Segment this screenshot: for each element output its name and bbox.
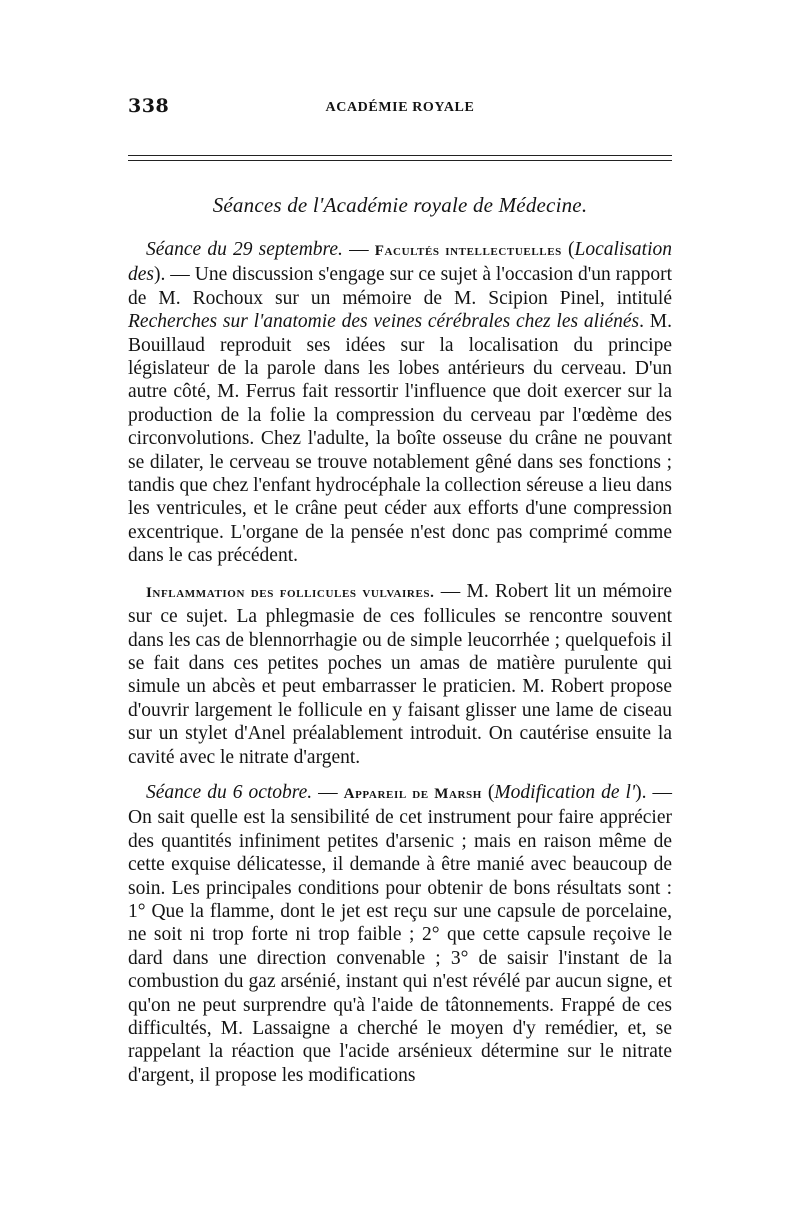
dash: — xyxy=(434,580,467,602)
rubric-heading: Inflammation des follicules vulvaires. xyxy=(146,584,435,601)
work-title: Recherches sur l'anatomie des veines cérébrales chez les aliénés xyxy=(128,311,640,333)
paragraph-seance-29-septembre xyxy=(128,238,672,568)
rule-line-top xyxy=(128,155,672,156)
paragraph-text: . M. Bouillaud reproduit ses idées sur la localisation du principe législateur de la parole dans les lobes antérieurs du cerveau. D'un autre côté, M. Ferrus fait ressortir l'influence que doit exercer sur la production de la folie la compression du cerveau par l'œdème des circonvolutions. Chez l'adulte, la boîte osseuse du crâne ne pouvant se dilater, le cerveau se trouve notablement gêné dans ses fonctions ; tandis que chez l'enfant hydrocéphale la collection séreuse a lieu dans les ventricules, et le crâne peut céder aux efforts d'une compression excentrique. L'organe de la pensée n'est donc pas comprimé comme dans le cas précédent. xyxy=(128,311,673,567)
seance-date: Séance du 6 octobre. xyxy=(146,781,313,803)
paren-close: ). — xyxy=(154,264,195,286)
page-number: 338 xyxy=(128,95,170,117)
paragraph-text: On sait quelle est la sensibilité de cet instrument pour faire apprécier des quantités infiniment petites d'arsenic ; mais en raison même de cette exquise délicatesse, il demande à être manié avec beaucoup de soin. Les principales conditions pour obtenir de bons résultats sont : 1° Que la flamme, dont le jet est reçu sur une capsule de porcelaine, ne soit ni trop forte ni trop faible ; 2° que cette capsule reçoive le dard dans une direction convenable ; 3° de saisir l'instant de la combustion du gaz arsénié, instant qui n'est révélé par aucun signe, et qu'on ne peut surprendre qu'à l'aide de tâtonnements. Frappé de ces difficultés, M. Lassaigne a cherché le moyen d'y remédier, et, se rappelant la réaction que l'acide arsénieux détermine sur le nitrate d'argent, il propose les modifications xyxy=(128,807,672,1086)
dash: — xyxy=(312,781,344,803)
seance-date: Séance du 29 septembre. xyxy=(146,239,343,260)
rubric-heading: Facultés intellectuelles xyxy=(374,243,562,259)
subrubric: Localisation des xyxy=(128,239,673,286)
page-header xyxy=(128,95,672,123)
decorative-double-rule xyxy=(128,153,672,167)
book-page xyxy=(128,95,672,1087)
paragraph-seance-6-octobre xyxy=(128,781,672,1087)
subrubric: Modification de l' xyxy=(494,781,636,803)
running-head: ACADÉMIE ROYALE xyxy=(325,100,475,115)
section-title: Séances de l'Académie royale de Médecine. xyxy=(212,193,588,217)
paren-open: ( xyxy=(481,781,495,803)
paragraph-follicules-vulvaires xyxy=(128,580,672,769)
dash: — xyxy=(342,239,375,260)
paren-open: ( xyxy=(561,239,575,260)
rule-line-bottom xyxy=(128,160,672,161)
rubric-heading: Appareil de Marsh xyxy=(343,785,482,802)
paren-close: ). — xyxy=(635,781,673,803)
paragraph-text: M. Robert lit un mémoire sur ce sujet. La phlegmasie de ces follicules se rencontre souvent dans les cas de blennorrhagie ou de simple leucorrhée ; quelquefois il se fait dans ces petites poches un amas de matière purulente qui simule un abcès et peut embarrasser le praticien. M. Robert propose d'ouvrir largement le follicule en y faisant glisser une lame de ciseau sur un stylet d'Anel préalablement introduit. On cautérise ensuite la cavité avec le nitrate d'argent. xyxy=(128,580,673,768)
paragraph-text: Une discussion s'engage sur ce sujet à l'occasion d'un rapport de M. Rochoux sur un mémoire de M. Scipion Pinel, intitulé xyxy=(128,264,672,309)
body-text xyxy=(128,238,672,1087)
